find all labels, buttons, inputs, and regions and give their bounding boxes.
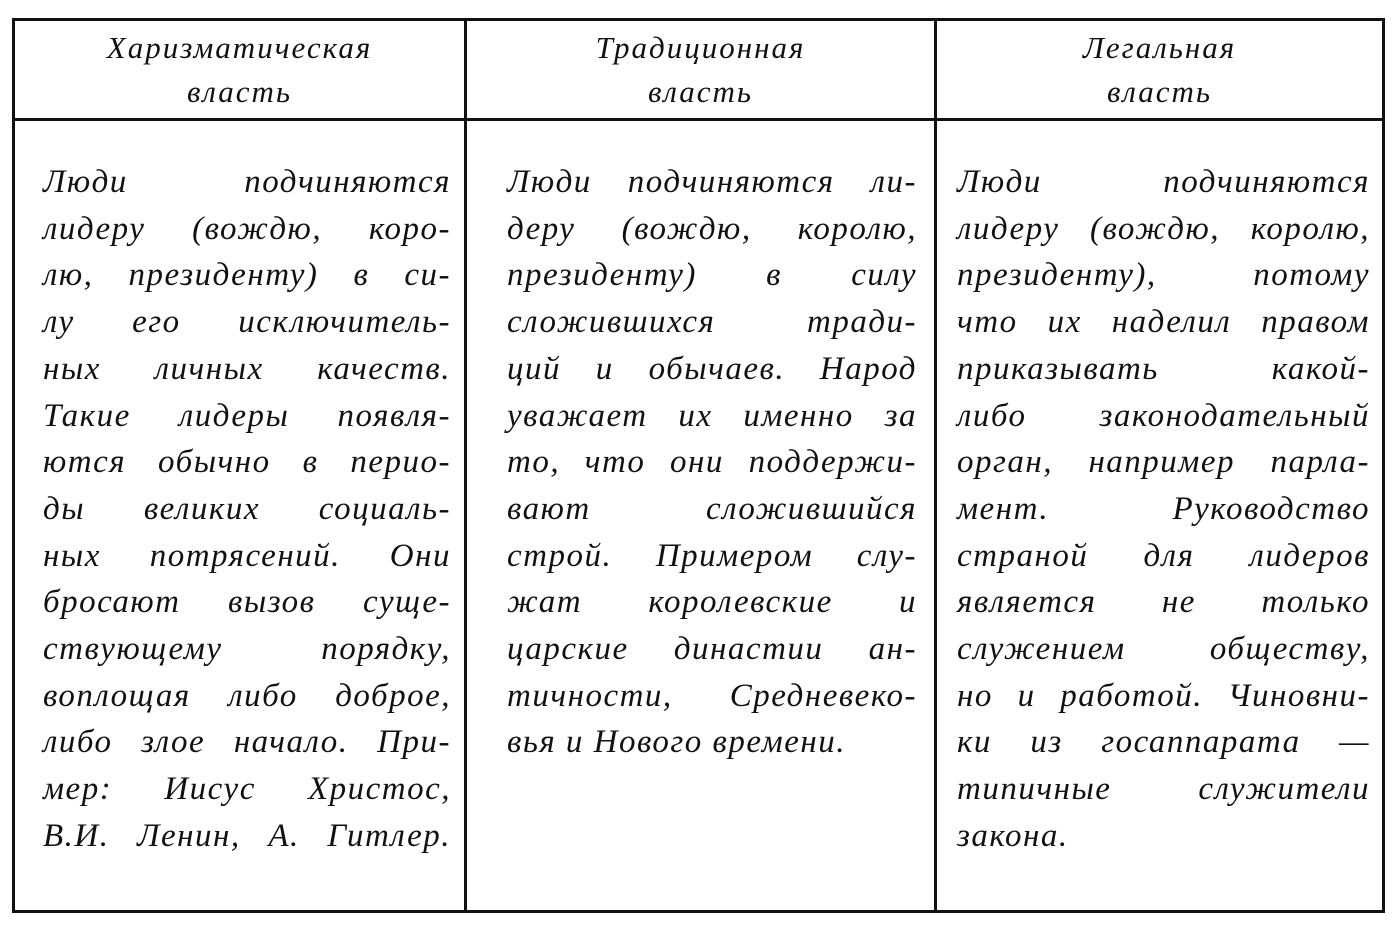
cell-line: ствующему порядку, (43, 631, 451, 668)
cell-line: страной для лидеров (957, 537, 1370, 574)
cell-line: ются обычно в перио- (43, 444, 451, 481)
header-legal-line-2: власть (1106, 73, 1213, 109)
cell-line: тичности, Средневеко- (507, 677, 917, 714)
cell-line: президенту), потому (957, 257, 1370, 294)
cell-line: уважает их именно за (507, 397, 917, 434)
cell-line: то, что они поддержи- (507, 444, 917, 481)
cell-line: служением обществу, (957, 631, 1370, 668)
cell-line: что их наделил правом (957, 304, 1370, 341)
cell-line: Люди подчиняются ли- (507, 164, 917, 200)
header-charismatic (15, 21, 464, 118)
cell-line: лу его исключитель- (43, 304, 451, 341)
header-traditional-line-1: Традиционная (595, 29, 806, 65)
cell-line: царские династии ан- (507, 631, 917, 668)
cell-line: жат королевские и (507, 584, 917, 621)
cell-line: ды великих социаль- (43, 490, 451, 527)
cell-line: ций и обычаев. Народ (507, 350, 917, 387)
cell-line: В.И. Ленин, А. Гитлер. (43, 817, 451, 854)
cell-traditional (507, 159, 917, 766)
cell-line: приказывать какой- (957, 350, 1370, 387)
cell-line: мер: Иисус Христос, (43, 771, 451, 808)
cell-line: Люди подчиняются (43, 164, 451, 200)
header-traditional-line-2: власть (647, 73, 754, 109)
header-charismatic-line-1: Харизматическая (106, 29, 373, 65)
cell-line: является не только (957, 584, 1370, 621)
cell-line: либо злое начало. При- (43, 724, 451, 761)
cell-line: лидеру (вождю, коро- (43, 210, 451, 247)
cell-line: вья и Нового времени. (507, 724, 847, 761)
cell-line: Такие лидеры появля- (43, 397, 451, 434)
header-legal (937, 21, 1382, 118)
header-charismatic-line-2: власть (186, 73, 293, 109)
cell-line: лидеру (вождю, королю, (957, 210, 1370, 247)
cell-line: Люди подчиняются (957, 164, 1370, 200)
cell-line: бросают вызов суще- (43, 584, 451, 621)
cell-line: типичные служители (957, 771, 1370, 808)
cell-line: ки из госаппарата — (957, 724, 1370, 761)
cell-line: либо законодательный (957, 397, 1370, 434)
cell-line: но и работой. Чиновни- (957, 677, 1370, 714)
cell-line: мент. Руководство (957, 490, 1370, 527)
cell-line: ных личных качеств. (43, 350, 451, 387)
header-traditional (467, 21, 934, 118)
cell-line: президенту) в силу (507, 257, 917, 294)
cell-line: вают сложившийся (507, 490, 917, 527)
cell-line: строй. Примером слу- (507, 537, 917, 574)
cell-line: сложившихся тради- (507, 304, 917, 341)
power-types-table (12, 18, 1385, 913)
cell-line: ных потрясений. Они (43, 537, 451, 574)
column-divider-1 (464, 21, 467, 910)
column-divider-2 (934, 21, 937, 910)
cell-line: воплощая либо доброе, (43, 677, 451, 714)
cell-line: деру (вождю, королю, (507, 210, 917, 247)
cell-line: орган, например парла- (957, 444, 1370, 481)
cell-charismatic (43, 159, 451, 860)
header-legal-line-1: Легальная (1082, 29, 1237, 65)
header-divider (15, 118, 1382, 121)
cell-legal (957, 159, 1370, 860)
cell-line: лю, президенту) в си- (43, 257, 451, 294)
cell-line: закона. (957, 817, 1069, 854)
